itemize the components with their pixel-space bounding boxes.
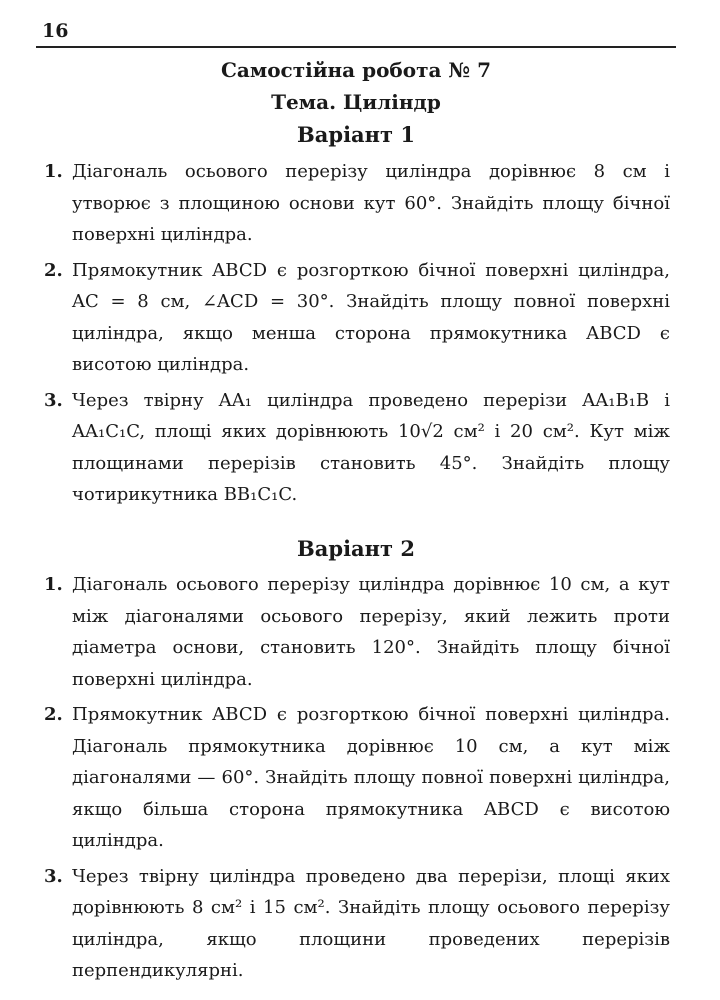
problem-number: 2. (44, 259, 63, 281)
problem-text: Через твірну AA₁ циліндра проведено перерізи AA₁B₁B і AA₁C₁C, площі яких дорівнюють 10√2 см² і 20 см². Кут між площинами перерізів становить 45°. Знайдіть площу чотирикутника BB₁C₁C. (72, 389, 670, 505)
variant-2-heading: Варіант 2 (297, 536, 415, 561)
problem-item (44, 385, 670, 511)
problem-item (44, 156, 670, 251)
problem-text: Через твірну циліндра проведено два перерізи, площі яких дорівнюють 8 см² і 15 см². Знайдіть площу осьового перерізу циліндра, якщо площини проведених перерізів перпендикулярні. (72, 865, 670, 981)
problem-text: Діагональ осьового перерізу циліндра дорівнює 10 см, а кут між діагоналями осьового перерізу, який лежить проти діаметра основи, становить 120°. Знайдіть площу бічної поверхні циліндра. (72, 574, 670, 690)
problem-text: Прямокутник ABCD є розгорткою бічної поверхні циліндра, AC = 8 см, ∠ACD = 30°. Знайдіть площу повної поверхні циліндра, якщо менша сторона прямокутника ABCD є висотою циліндра. (72, 259, 670, 375)
page-number: 16 (42, 20, 69, 42)
problem-text: Діагональ осьового перерізу циліндра дорівнює 8 см і утворює з площиною основи кут 60°. Знайдіть площу бічної поверхні циліндра. (72, 161, 670, 245)
problem-item (44, 255, 670, 381)
problem-item (44, 699, 670, 857)
problem-number: 3. (44, 389, 63, 411)
variant-2-problems (44, 569, 670, 991)
problem-number: 2. (44, 704, 63, 725)
problem-number: 1. (44, 574, 63, 595)
work-title: Самостійна робота № 7 (220, 58, 492, 82)
problem-item (44, 569, 670, 695)
variant-1-problems (44, 156, 670, 515)
problem-item (44, 861, 670, 987)
variant-1-heading: Варіант 1 (297, 122, 415, 147)
problem-number: 1. (44, 161, 63, 182)
header-rule (36, 46, 676, 48)
problem-number: 3. (44, 865, 63, 887)
topic-title: Тема. Циліндр (271, 90, 441, 114)
problem-text: Прямокутник ABCD є розгорткою бічної поверхні циліндра. Діагональ прямокутника дорівнює 10 см, а кут між діагоналями — 60°. Знайдіть площу повної поверхні циліндра, якщо більша сторона прямокутника ABCD є висотою циліндра. (72, 704, 670, 851)
